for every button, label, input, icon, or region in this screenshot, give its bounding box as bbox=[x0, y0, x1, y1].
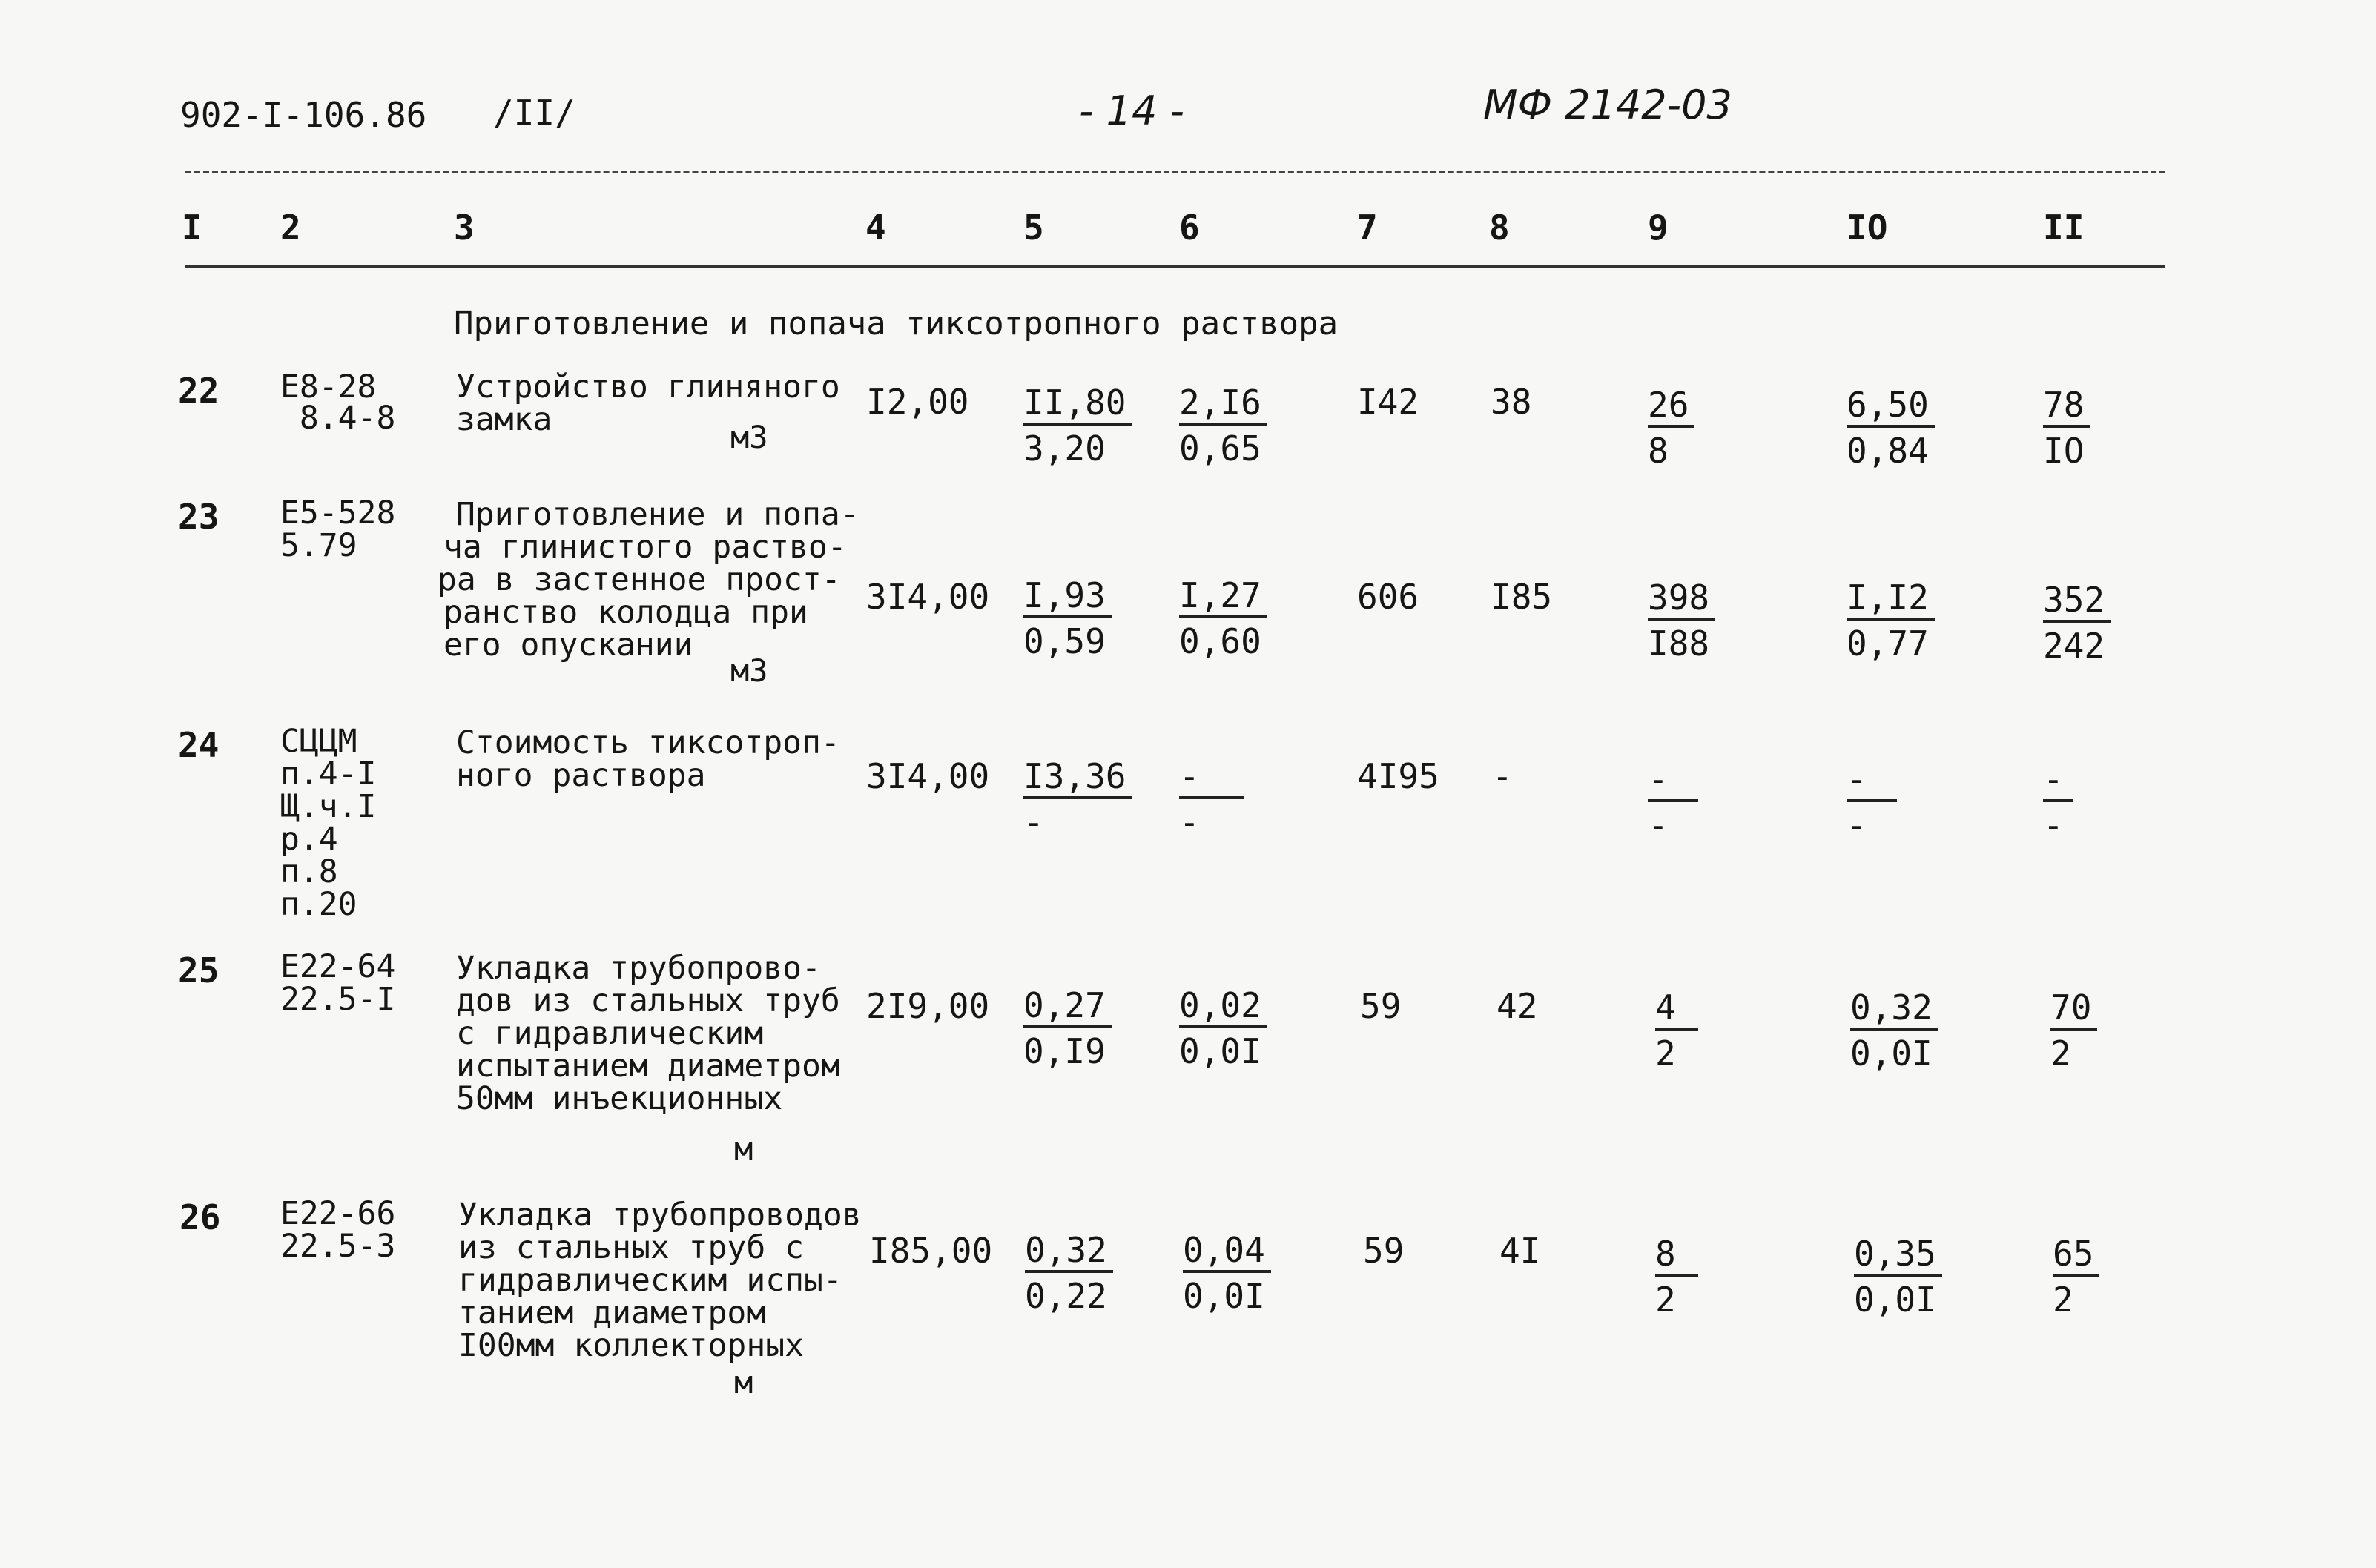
fraction-col11 bbox=[2043, 577, 2111, 669]
value-top: 8 bbox=[1655, 1234, 1698, 1277]
description-line: Укладка трубопрово- bbox=[456, 950, 821, 987]
value-top: 70 bbox=[2050, 988, 2097, 1031]
quantity: 3I4,00 bbox=[866, 577, 990, 617]
value-bottom: 0,0I bbox=[1183, 1276, 1265, 1316]
description-line: с гидравлическим bbox=[456, 1015, 764, 1052]
column-header: I bbox=[182, 208, 202, 248]
fraction-col5 bbox=[1025, 1227, 1113, 1319]
value-bottom: 2 bbox=[1655, 1033, 1676, 1074]
value-col8: 4I bbox=[1499, 1231, 1541, 1271]
value-top: 4 bbox=[1655, 988, 1698, 1031]
value-col7: 606 bbox=[1357, 577, 1419, 617]
value-top: 78 bbox=[2043, 385, 2090, 428]
page-number: - 14 - bbox=[1079, 87, 1185, 134]
value-col8: 38 bbox=[1491, 382, 1532, 422]
value-bottom: 0,0I bbox=[1854, 1280, 1936, 1320]
value-bottom: - bbox=[1648, 805, 1669, 845]
row-number: 26 bbox=[179, 1197, 221, 1237]
fraction-col10 bbox=[1847, 382, 1935, 474]
value-top: - bbox=[2043, 759, 2073, 802]
value-col7: 4I95 bbox=[1357, 756, 1439, 796]
code-line: E22-64 bbox=[280, 948, 396, 985]
section-title: Приготовление и попача тиксотропного раствора bbox=[454, 305, 1339, 343]
fraction-col11 bbox=[2043, 756, 2073, 848]
fraction-col10 bbox=[1847, 575, 1935, 666]
value-top: 26 bbox=[1648, 385, 1694, 428]
column-header: II bbox=[2043, 208, 2085, 248]
description-line: ча глинистого раство- bbox=[443, 529, 847, 566]
fraction-col11 bbox=[2053, 1231, 2099, 1323]
value-bottom: 2 bbox=[1655, 1280, 1676, 1320]
value-top: I,27 bbox=[1179, 575, 1267, 618]
value-col8: - bbox=[1492, 756, 1513, 796]
value-bottom: - bbox=[1023, 802, 1044, 842]
fraction-col5 bbox=[1023, 572, 1112, 664]
column-header: 9 bbox=[1648, 208, 1669, 248]
fraction-col5 bbox=[1023, 982, 1112, 1074]
value-bottom: IO bbox=[2043, 431, 2085, 471]
value-bottom: 0,60 bbox=[1179, 621, 1261, 661]
column-header: 2 bbox=[280, 208, 301, 248]
description-line: Стоимость тиксотроп- bbox=[456, 724, 840, 761]
code-line: E8-28 bbox=[280, 368, 377, 406]
value-top: I,I2 bbox=[1847, 578, 1935, 621]
value-bottom: I88 bbox=[1648, 623, 1710, 664]
value-bottom: 0,59 bbox=[1023, 621, 1106, 661]
fraction-col11 bbox=[2043, 382, 2090, 474]
value-bottom: - bbox=[1847, 805, 1867, 845]
value-top: - bbox=[1847, 759, 1897, 802]
value-bottom: 242 bbox=[2043, 626, 2105, 666]
quantity: I85,00 bbox=[869, 1231, 993, 1271]
fraction-col10 bbox=[1850, 985, 1938, 1076]
description-line: 50мм инъекционных bbox=[456, 1080, 783, 1117]
column-header: 3 bbox=[454, 208, 475, 248]
value-top: II,80 bbox=[1023, 383, 1132, 426]
value-col7: I42 bbox=[1357, 382, 1419, 422]
description-line: испытанием диаметром bbox=[456, 1048, 840, 1085]
column-header: IO bbox=[1847, 208, 1888, 248]
row-number: 25 bbox=[178, 950, 220, 990]
code-line: п.8 bbox=[280, 853, 338, 890]
value-top: 0,04 bbox=[1183, 1230, 1271, 1273]
column-header: 7 bbox=[1357, 208, 1378, 248]
row-number: 23 bbox=[178, 497, 220, 537]
fraction-col6 bbox=[1179, 753, 1244, 845]
value-bottom: 0,22 bbox=[1025, 1276, 1107, 1316]
fraction-col10 bbox=[1847, 756, 1897, 848]
column-header: 4 bbox=[865, 208, 886, 248]
value-bottom: 0,77 bbox=[1847, 623, 1929, 664]
value-top: 352 bbox=[2043, 580, 2111, 623]
value-bottom: - bbox=[2043, 805, 2064, 845]
value-bottom: - bbox=[1179, 802, 1200, 842]
value-bottom: 0,0I bbox=[1850, 1033, 1933, 1074]
quantity: I2,00 bbox=[866, 382, 969, 422]
fraction-col10 bbox=[1854, 1231, 1942, 1323]
description-line: ра в застенное прост- bbox=[438, 561, 841, 598]
reference-code: МФ 2142-03 bbox=[1483, 82, 1732, 128]
value-col8: I85 bbox=[1491, 577, 1553, 617]
description-line: его опускании bbox=[443, 626, 693, 664]
header-bottom-rule bbox=[185, 265, 2165, 268]
value-top: 65 bbox=[2053, 1234, 2099, 1277]
unit-label: м3 bbox=[730, 419, 768, 455]
column-header: 8 bbox=[1489, 208, 1510, 248]
unit-label: м bbox=[734, 1131, 753, 1167]
value-bottom: 0,84 bbox=[1847, 431, 1929, 471]
description-line: из стальных труб с bbox=[458, 1229, 804, 1266]
fraction-col6 bbox=[1179, 380, 1267, 472]
value-top: 0,32 bbox=[1850, 988, 1938, 1031]
fraction-col9 bbox=[1655, 985, 1698, 1076]
quantity: 3I4,00 bbox=[866, 756, 990, 796]
value-bottom: 0,0I bbox=[1179, 1031, 1261, 1071]
description-line: дов из стальных труб bbox=[456, 982, 840, 1019]
fraction-col5 bbox=[1023, 753, 1132, 845]
column-header: 6 bbox=[1179, 208, 1200, 248]
code-line: 22.5-3 bbox=[280, 1228, 396, 1265]
value-bottom: 2 bbox=[2053, 1280, 2073, 1320]
code-line: 22.5-I bbox=[280, 981, 396, 1018]
header-top-rule bbox=[185, 171, 2165, 173]
code-line: 5.79 bbox=[280, 527, 357, 564]
value-top: 6,50 bbox=[1847, 385, 1935, 428]
description-line: I00мм коллекторных bbox=[458, 1327, 804, 1364]
description-line: Приготовление и попа- bbox=[456, 496, 859, 533]
value-top: 398 bbox=[1648, 578, 1715, 621]
description-line: ного раствора bbox=[456, 757, 706, 794]
code-line: Щ.ч.I bbox=[280, 788, 377, 825]
row-number: 22 bbox=[178, 371, 220, 411]
row-number: 24 bbox=[178, 725, 220, 765]
code-line: п.20 bbox=[280, 886, 357, 923]
value-bottom: 0,I9 bbox=[1023, 1031, 1106, 1071]
fraction-col6 bbox=[1183, 1227, 1271, 1319]
column-header: 5 bbox=[1023, 208, 1044, 248]
description-line: Укладка трубопроводов bbox=[458, 1197, 862, 1234]
value-top: - bbox=[1648, 759, 1698, 802]
code-line: 8.4-8 bbox=[280, 400, 396, 437]
code-line: E22-66 bbox=[280, 1195, 396, 1232]
unit-label: м3 bbox=[730, 652, 768, 689]
quantity: 2I9,00 bbox=[866, 986, 990, 1026]
unit-label: м bbox=[734, 1364, 753, 1400]
fraction-col6 bbox=[1179, 572, 1267, 664]
code-line: п.4-I bbox=[280, 755, 377, 793]
fraction-col11 bbox=[2050, 985, 2097, 1076]
value-top: I3,36 bbox=[1023, 756, 1132, 799]
sheet-roman: /II/ bbox=[493, 93, 575, 133]
value-col7: 59 bbox=[1360, 986, 1402, 1026]
value-col8: 42 bbox=[1496, 986, 1538, 1026]
value-top: 0,35 bbox=[1854, 1234, 1942, 1277]
value-bottom: 0,65 bbox=[1179, 429, 1261, 469]
fraction-col5 bbox=[1023, 380, 1132, 472]
fraction-col6 bbox=[1179, 982, 1267, 1074]
value-top: 2,I6 bbox=[1179, 383, 1267, 426]
description-line: ранство колодца при bbox=[443, 594, 808, 631]
fraction-col9 bbox=[1648, 382, 1694, 474]
fraction-col9 bbox=[1655, 1231, 1698, 1323]
value-col7: 59 bbox=[1363, 1231, 1405, 1271]
value-top: 0,02 bbox=[1179, 985, 1267, 1028]
code-line: СЦЦМ bbox=[280, 723, 357, 760]
doc-code: 902-I-106.86 bbox=[180, 95, 427, 135]
value-top: I,93 bbox=[1023, 575, 1112, 618]
description-line: замка bbox=[456, 401, 552, 438]
fraction-col9 bbox=[1648, 756, 1698, 848]
value-bottom: 8 bbox=[1648, 431, 1669, 471]
value-top: 0,27 bbox=[1023, 985, 1112, 1028]
value-bottom: 3,20 bbox=[1023, 429, 1106, 469]
value-top: - bbox=[1179, 756, 1244, 799]
code-line: E5-528 bbox=[280, 494, 396, 532]
code-line: р.4 bbox=[280, 821, 338, 858]
description-line: гидравлическим испы- bbox=[458, 1262, 842, 1299]
description-line: танием диаметром bbox=[458, 1294, 766, 1332]
value-bottom: 2 bbox=[2050, 1033, 2071, 1074]
value-top: 0,32 bbox=[1025, 1230, 1113, 1273]
description-line: Устройство глиняного bbox=[456, 368, 840, 406]
fraction-col9 bbox=[1648, 575, 1715, 666]
